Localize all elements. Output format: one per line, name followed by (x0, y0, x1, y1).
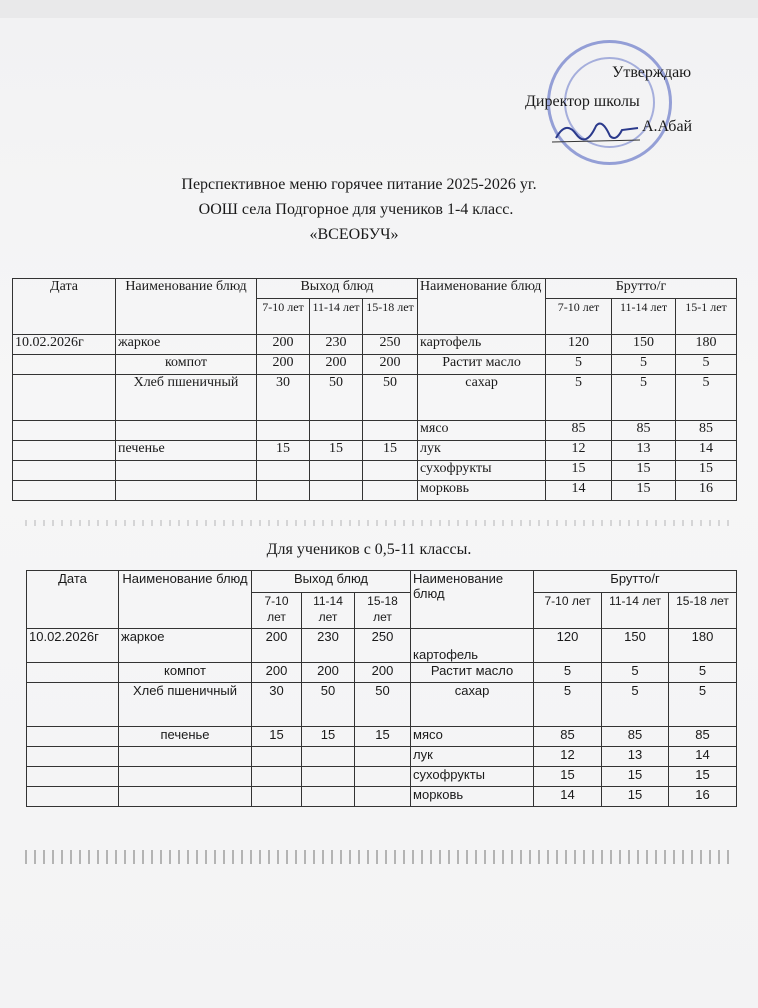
cell-date (13, 355, 116, 375)
cell-gross: 15 (669, 767, 737, 787)
cell-product: картофель (411, 629, 534, 663)
cell-gross: 85 (676, 421, 737, 441)
cell-date (27, 767, 119, 787)
cell-gross: 12 (546, 441, 612, 461)
cell-output (363, 481, 418, 501)
cell-gross: 13 (612, 441, 676, 461)
cell-output (257, 421, 310, 441)
cell-product: Растит масло (418, 355, 546, 375)
menu-table-grades-1-4 (12, 278, 737, 501)
cell-gross: 14 (676, 441, 737, 461)
cell-output: 200 (257, 355, 310, 375)
cell-output (257, 461, 310, 481)
cell-gross: 85 (546, 421, 612, 441)
cell-product: лук (411, 747, 534, 767)
cell-dish (119, 767, 252, 787)
header-gross: Брутто/г (546, 279, 737, 299)
cell-gross: 120 (546, 335, 612, 355)
cell-dish: Хлеб пшеничный (116, 375, 257, 421)
cell-product: сухофрукты (418, 461, 546, 481)
cell-gross: 5 (534, 663, 602, 683)
cell-gross: 5 (602, 683, 669, 727)
cell-date: 10.02.2026г (27, 629, 119, 663)
cell-date (27, 683, 119, 727)
cell-output: 230 (310, 335, 363, 355)
cell-gross: 15 (602, 767, 669, 787)
cell-output: 50 (302, 683, 355, 727)
table-row (13, 335, 737, 355)
cell-product: морковь (418, 481, 546, 501)
cell-dish (116, 481, 257, 501)
cell-dish: компот (116, 355, 257, 375)
program-name: «ВСЕОБУЧ» (309, 226, 399, 243)
cell-date (27, 747, 119, 767)
cell-dish: жаркое (116, 335, 257, 355)
cell-output: 200 (310, 355, 363, 375)
header-gross-age-11-14: 11-14 лет (602, 593, 669, 629)
header-output: Выход блюд (252, 571, 411, 593)
header-date: Дата (13, 279, 116, 335)
cell-output (363, 421, 418, 441)
header-age-11-14: 11-14 лет (302, 593, 355, 629)
header-dish: Наименование блюд (119, 571, 252, 629)
cell-output: 200 (302, 663, 355, 683)
cell-product: мясо (411, 727, 534, 747)
cell-gross: 180 (669, 629, 737, 663)
cell-gross: 5 (534, 683, 602, 727)
cell-output: 15 (252, 727, 302, 747)
table-row (27, 727, 737, 747)
cell-dish: Хлеб пшеничный (119, 683, 252, 727)
cell-gross: 12 (534, 747, 602, 767)
cell-dish (119, 747, 252, 767)
header-age-7-10: 7-10 лет (257, 299, 310, 335)
cell-gross: 14 (669, 747, 737, 767)
cell-output: 30 (257, 375, 310, 421)
cell-output: 50 (310, 375, 363, 421)
table-row (27, 663, 737, 683)
cell-output (302, 747, 355, 767)
cell-gross: 120 (534, 629, 602, 663)
header-product: Наименование блюд (418, 279, 546, 335)
cell-output (310, 421, 363, 441)
cell-dish: жаркое (119, 629, 252, 663)
cell-gross: 150 (602, 629, 669, 663)
table-row (27, 629, 737, 663)
cell-output: 200 (257, 335, 310, 355)
cell-gross: 5 (669, 683, 737, 727)
cell-output: 200 (252, 663, 302, 683)
cell-product: лук (418, 441, 546, 461)
menu-table-grades-0-5-11 (26, 570, 737, 807)
school-line: ООШ села Подгорное для учеников 1-4 класс. (198, 201, 514, 218)
section2-title: Для учеников с 0,5-11 классы. (266, 541, 472, 558)
cell-gross: 14 (546, 481, 612, 501)
cell-product: морковь (411, 787, 534, 807)
cell-output (310, 461, 363, 481)
cell-output: 200 (363, 355, 418, 375)
header-age-7-10: 7-10 лет (252, 593, 302, 629)
scan-artifact-line (25, 850, 735, 864)
cell-output (252, 747, 302, 767)
cell-output (363, 461, 418, 481)
cell-product: сахар (418, 375, 546, 421)
cell-gross: 85 (602, 727, 669, 747)
cell-gross: 15 (602, 787, 669, 807)
cell-gross: 5 (602, 663, 669, 683)
header-age-11-14: 11-14 лет (310, 299, 363, 335)
table-row (13, 481, 737, 501)
table-row (27, 747, 737, 767)
cell-output (257, 481, 310, 501)
cell-output: 30 (252, 683, 302, 727)
cell-output: 15 (257, 441, 310, 461)
header-date: Дата (27, 571, 119, 629)
cell-gross: 14 (534, 787, 602, 807)
table-row (27, 767, 737, 787)
header-age-15-18: 15-18 лет (363, 299, 418, 335)
cell-date (27, 663, 119, 683)
cell-dish: печенье (119, 727, 252, 747)
cell-output: 230 (302, 629, 355, 663)
cell-gross: 5 (612, 375, 676, 421)
cell-date (13, 375, 116, 421)
table-row (27, 787, 737, 807)
approve-label: Утверждаю (612, 64, 692, 81)
cell-date (13, 481, 116, 501)
cell-gross: 13 (602, 747, 669, 767)
cell-dish: печенье (116, 441, 257, 461)
cell-dish (119, 787, 252, 807)
cell-gross: 150 (612, 335, 676, 355)
cell-gross: 5 (546, 375, 612, 421)
cell-gross: 15 (612, 481, 676, 501)
cell-output: 15 (355, 727, 411, 747)
cell-product: Растит масло (411, 663, 534, 683)
cell-product: сахар (411, 683, 534, 727)
table-row (13, 355, 737, 375)
cell-output (355, 747, 411, 767)
cell-gross: 180 (676, 335, 737, 355)
cell-date (13, 461, 116, 481)
cell-gross: 15 (534, 767, 602, 787)
scan-artifact-line (25, 520, 735, 526)
cell-output: 250 (363, 335, 418, 355)
cell-date (27, 727, 119, 747)
cell-gross: 5 (676, 355, 737, 375)
cell-product: мясо (418, 421, 546, 441)
menu-title: Перспективное меню горячее питание 2025-2026 уг. (181, 176, 537, 193)
cell-output (252, 787, 302, 807)
cell-output: 50 (363, 375, 418, 421)
cell-gross: 15 (612, 461, 676, 481)
cell-output (302, 787, 355, 807)
table-row (13, 421, 737, 441)
cell-gross: 15 (546, 461, 612, 481)
header-gross-age-15-18: 15-1 лет (676, 299, 737, 335)
header-gross: Брутто/г (534, 571, 737, 593)
table-row (13, 375, 737, 421)
cell-product: картофель (418, 335, 546, 355)
cell-output (310, 481, 363, 501)
cell-gross: 15 (676, 461, 737, 481)
cell-date (13, 441, 116, 461)
cell-date: 10.02.2026г (13, 335, 116, 355)
header-gross-age-11-14: 11-14 лет (612, 299, 676, 335)
cell-output: 200 (252, 629, 302, 663)
cell-output: 15 (310, 441, 363, 461)
table-row (27, 683, 737, 727)
header-gross-age-15-18: 15-18 лет (669, 593, 737, 629)
cell-output: 15 (363, 441, 418, 461)
cell-gross: 85 (669, 727, 737, 747)
director-name: А.Абай (642, 118, 693, 135)
header-dish: Наименование блюд (116, 279, 257, 335)
cell-gross: 85 (534, 727, 602, 747)
cell-output (355, 787, 411, 807)
cell-gross: 16 (669, 787, 737, 807)
header-product: Наименование блюд (411, 571, 534, 629)
cell-dish: компот (119, 663, 252, 683)
cell-output (252, 767, 302, 787)
cell-dish (116, 461, 257, 481)
cell-product: сухофрукты (411, 767, 534, 787)
cell-output (302, 767, 355, 787)
cell-output: 200 (355, 663, 411, 683)
director-position: Директор школы (525, 93, 640, 110)
header-output: Выход блюд (257, 279, 418, 299)
cell-output: 15 (302, 727, 355, 747)
cell-date (27, 787, 119, 807)
header-gross-age-7-10: 7-10 лет (546, 299, 612, 335)
cell-gross: 5 (676, 375, 737, 421)
cell-output: 50 (355, 683, 411, 727)
cell-gross: 5 (669, 663, 737, 683)
header-age-15-18: 15-18 лет (355, 593, 411, 629)
table-row (13, 461, 737, 481)
cell-output: 250 (355, 629, 411, 663)
director-signature (552, 112, 642, 146)
cell-gross: 5 (546, 355, 612, 375)
cell-gross: 16 (676, 481, 737, 501)
cell-dish (116, 421, 257, 441)
cell-gross: 85 (612, 421, 676, 441)
cell-output (355, 767, 411, 787)
cell-gross: 5 (612, 355, 676, 375)
header-gross-age-7-10: 7-10 лет (534, 593, 602, 629)
cell-date (13, 421, 116, 441)
table-row (13, 441, 737, 461)
